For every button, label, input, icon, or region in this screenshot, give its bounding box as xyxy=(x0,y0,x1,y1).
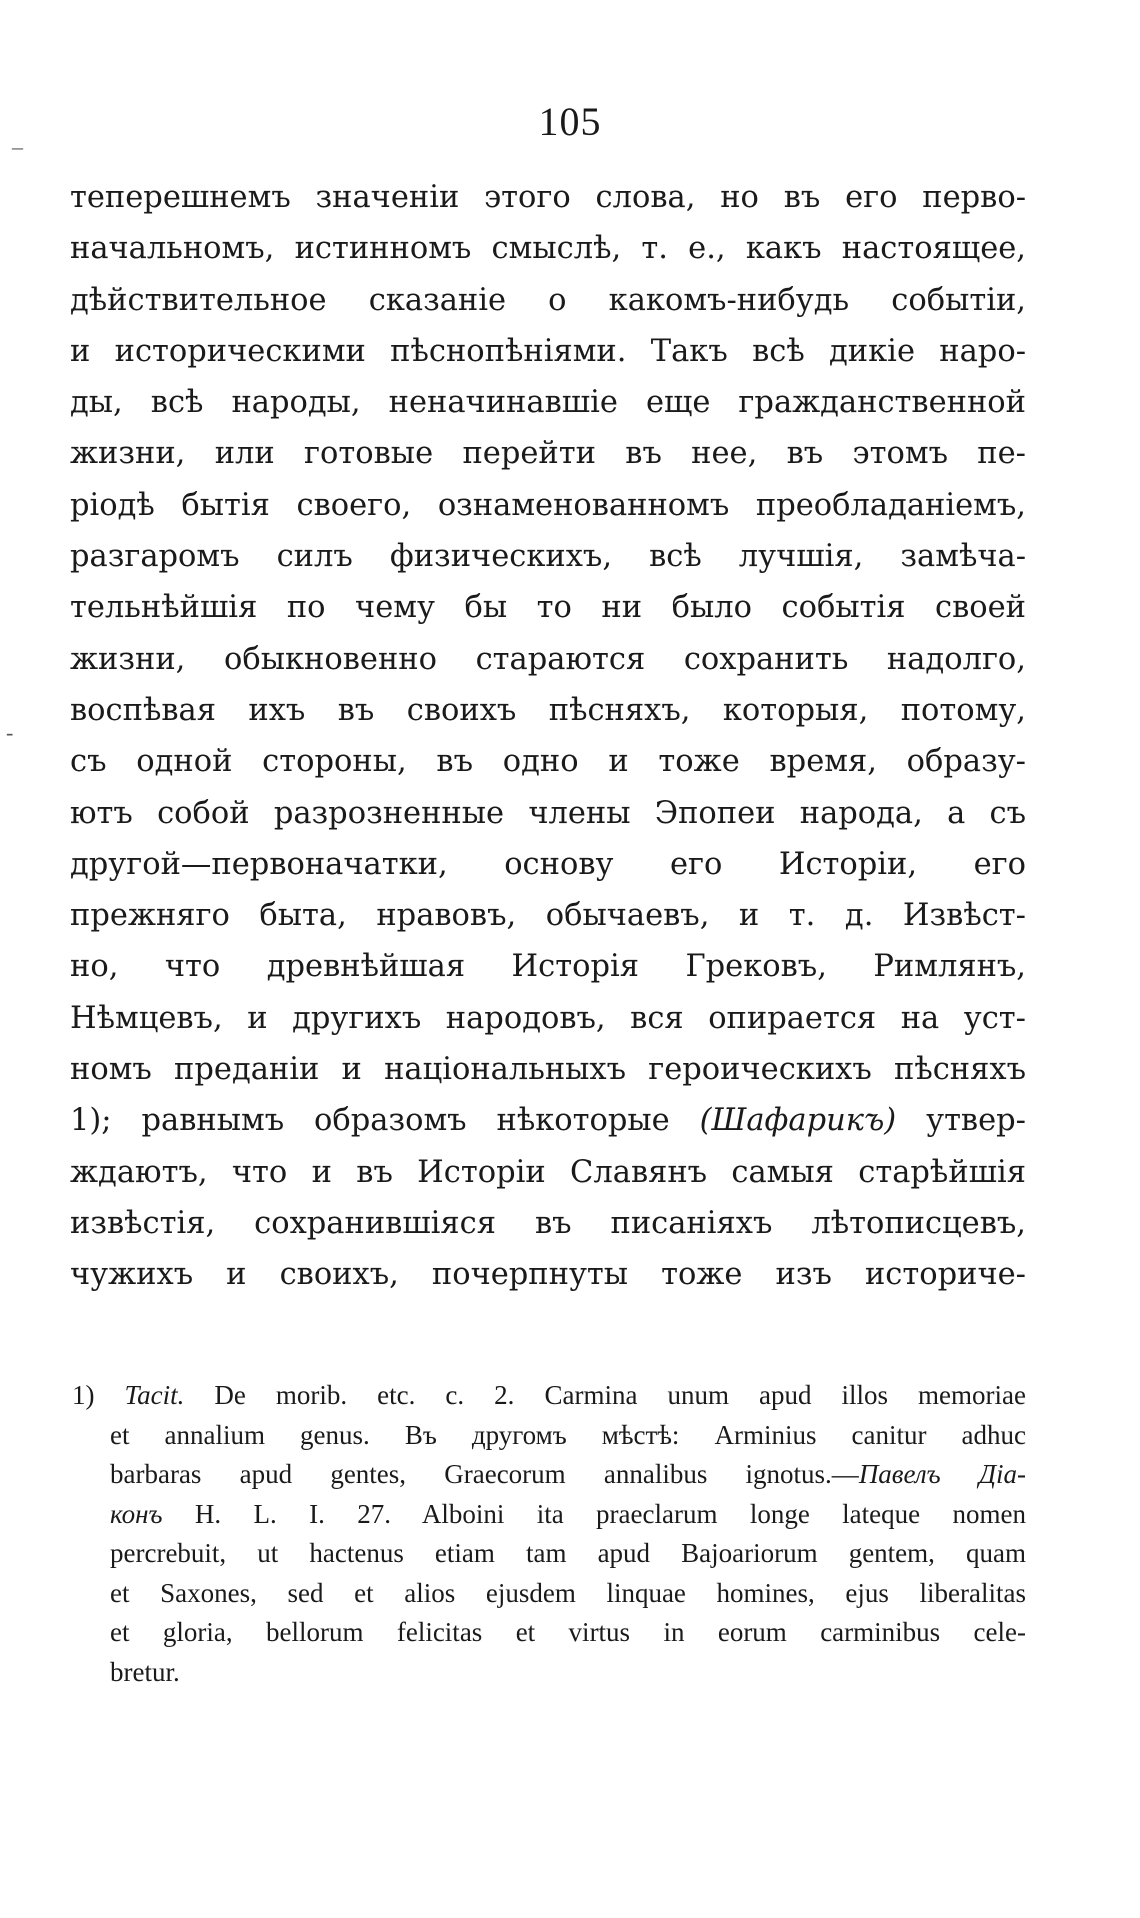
text-segment: утвер- xyxy=(896,1103,1026,1139)
main-text-block xyxy=(70,172,1026,1301)
text-segment: 1); равнымъ образомъ нѣкоторые xyxy=(70,1103,700,1139)
footnote-line: et gloria, bellorum felicitas et virtus in eorum carminibus cele- xyxy=(110,1617,1026,1647)
text-line: но, что древнѣйшая Исторія Грековъ, Римлянъ, xyxy=(70,949,1026,985)
text-line: тельнѣйшія по чему бы то ни было событія своей xyxy=(70,590,1026,626)
footnote-text: barbaras apud gentes, Graecorum annalibus ignotus.— xyxy=(110,1459,859,1489)
text-line: и историческими пѣснопѣніями. Такъ всѣ дикіе наро- xyxy=(70,333,1026,369)
text-line: теперешнемъ значеніи этого слова, но въ его перво- xyxy=(70,180,1026,215)
text-line-with-reference xyxy=(70,1095,1026,1146)
text-line: жизни, обыкновенно стараются сохранить надолго, xyxy=(70,641,1026,677)
text-line: дѣйствительное сказаніе о какомъ-нибудь событіи, xyxy=(70,282,1026,318)
text-line: разгаромъ силъ физическихъ, всѣ лучшія, замѣча- xyxy=(70,539,1026,575)
text-line: жизни, или готовые перейти въ нее, въ этомъ пе- xyxy=(70,436,1026,472)
footnote-line xyxy=(72,1376,1026,1416)
text-line: съ одной стороны, въ одно и тоже время, образу- xyxy=(70,744,1026,780)
margin-mark-top: – xyxy=(12,134,23,159)
footnote xyxy=(72,1376,1026,1692)
text-line: начальномъ, истинномъ смыслѣ, т. е., какъ настоящее, xyxy=(70,231,1026,267)
text-line: номъ преданіи и національныхъ героическихъ пѣсняхъ xyxy=(70,1052,1026,1088)
text-line: Нѣмцевъ, и другихъ народовъ, вся опирается на уст- xyxy=(70,1000,1026,1036)
footnote-source: Павелъ Діа- xyxy=(858,1459,1026,1489)
footnote-line: et Saxones, sed et alios ejusdem linquae homines, ejus liberalitas xyxy=(110,1577,1026,1608)
text-line: ды, всѣ народы, неначинавшіе еще гражданственной xyxy=(70,385,1026,421)
cited-author: (Шафарикъ) xyxy=(699,1103,897,1139)
footnote-line xyxy=(72,1495,1026,1535)
footnote-line: percrebuit, ut hactenus etiam tam apud Bajoariorum gentem, quam xyxy=(110,1538,1026,1568)
margin-mark-middle: - xyxy=(6,720,14,745)
page-number: 105 xyxy=(538,99,602,144)
footnote-source: конъ xyxy=(110,1498,163,1529)
text-line: ждаютъ, что и въ Исторіи Славянъ самыя старѣйшія xyxy=(70,1154,1026,1190)
text-line: другой—первоначатки, основу его Исторіи, его xyxy=(70,846,1026,882)
footnote-source: Tacit. xyxy=(124,1380,185,1410)
footnote-line: et annalium genus. Въ другомъ мѣстѣ: Arminius canitur adhuc xyxy=(110,1419,1026,1450)
text-line: воспѣвая ихъ въ своихъ пѣсняхъ, которыя, потому, xyxy=(70,692,1026,728)
footnote-line: bretur. xyxy=(110,1656,180,1687)
footnote-marker: 1) xyxy=(72,1380,95,1410)
footnote-text: H. L. I. 27. Alboini ita praeclarum longe lateque nomen xyxy=(162,1498,1026,1529)
footnote-text: De morib. etc. c. 2. Carmina unum apud illos memoriae xyxy=(184,1380,1026,1410)
footnote-line xyxy=(72,1455,1026,1495)
text-line: извѣстія, сохранившіяся въ писаніяхъ лѣтописцевъ, xyxy=(70,1205,1026,1241)
text-line: прежняго быта, нравовъ, обычаевъ, и т. д. Извѣст- xyxy=(70,898,1026,934)
text-line: ріодѣ бытія своего, ознаменованномъ преобладаніемъ, xyxy=(70,487,1026,523)
text-line: чужихъ и своихъ, почерпнуты тоже изъ историче- xyxy=(70,1257,1026,1293)
text-line: ютъ собой разрозненные члены Эпопеи народа, а съ xyxy=(70,795,1026,831)
